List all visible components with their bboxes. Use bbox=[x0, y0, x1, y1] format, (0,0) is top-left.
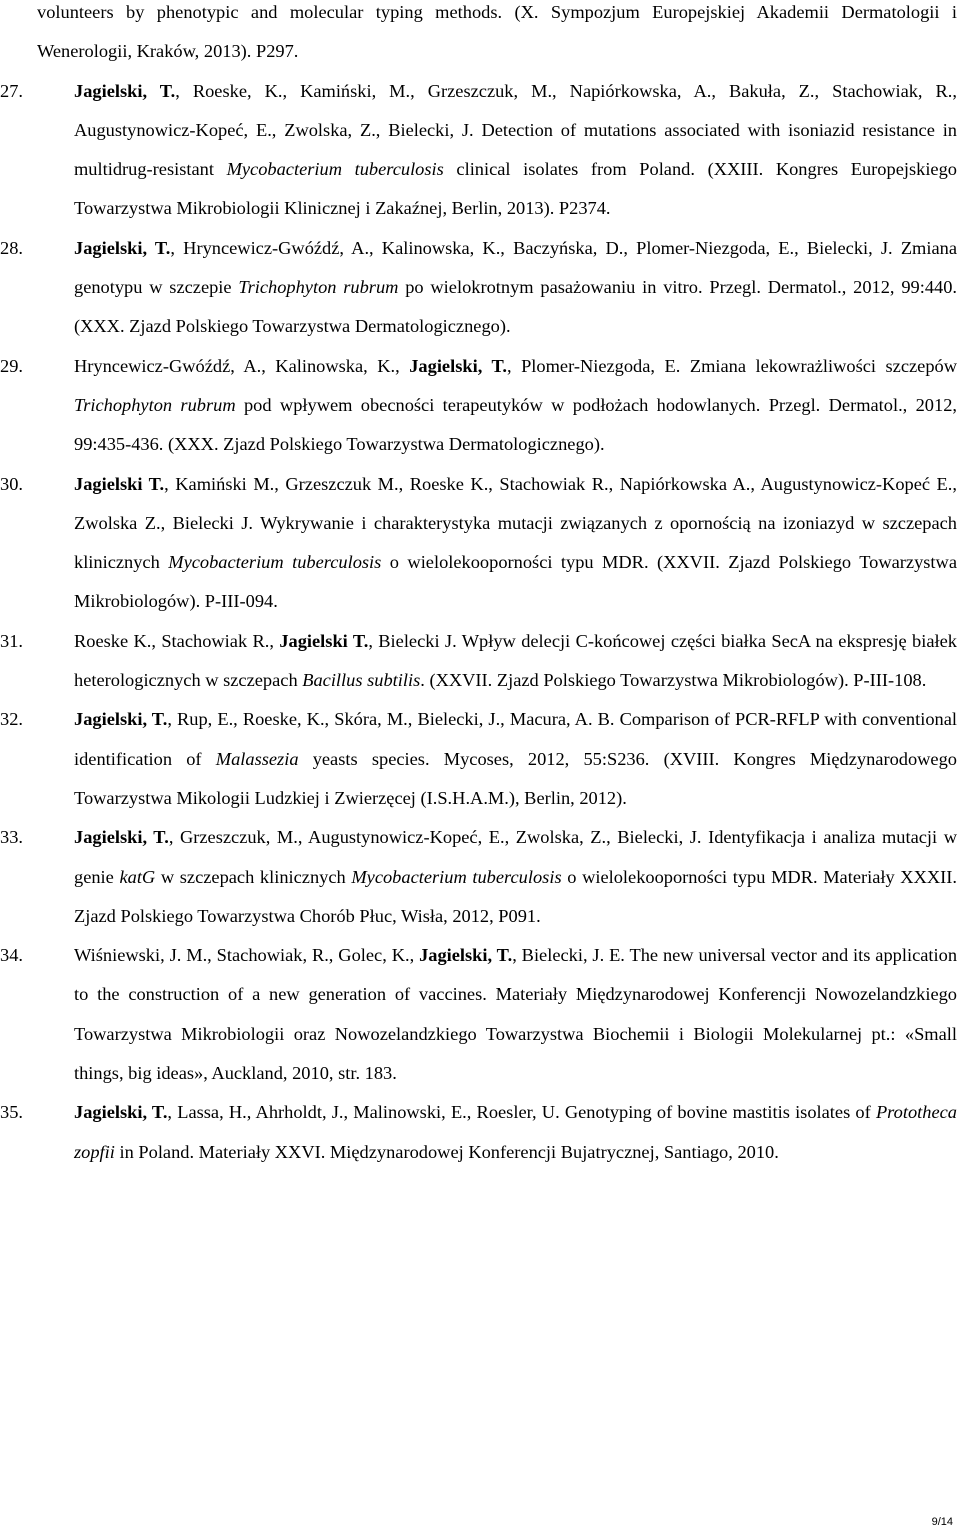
reference-segment: , Bielecki J. Wpływ delecji C-końcowej części białka SecA na ekspresję białek heterologicznych w szczepach bbox=[74, 630, 957, 691]
reference-segment: po wielokrotnym pasażowaniu in vitro. Przegl. Dermatol., 2012, 99:440. (XXX. Zjazd Polskiego Towarzystwa Dermatologicznego). bbox=[74, 277, 957, 337]
reference-item bbox=[0, 936, 958, 1093]
species-name: Mycobacterium tuberculosis bbox=[226, 159, 444, 180]
species-name: Trichophyton rubrum bbox=[238, 277, 399, 298]
continuation-text: volunteers by phenotypic and molecular typing methods. (X. Sympozjum Europejskiej Akademii Dermatologii i Wenerologii, Kraków, 2013). P297. bbox=[37, 2, 957, 62]
reference-text bbox=[74, 709, 957, 808]
species-name: Mycobacterium tuberculosis bbox=[168, 552, 382, 573]
reference-segment: o wielolekooporności typu MDR. Materiały XXXII. Zjazd Polskiego Towarzystwa Chorób Płuc, Wisła, 2012, P091. bbox=[74, 866, 957, 926]
reference-text bbox=[74, 474, 957, 612]
reference-segment: clinical isolates from Poland. (XXIII. Kongres Europejskiego Towarzystwa Mikrobiologii Klinicznej i Zakaźnej, Berlin, 2013). P2374. bbox=[74, 159, 957, 219]
reference-segment: , Kamiński M., Grzeszczuk M., Roeske K., Stachowiak R., Napiórkowska A., Augustynowicz-Kopeć E., Zwolska Z., Bielecki J. Wykrywanie i charakterystyka mutacji związanych z opornością na izoniazyd w szczepach klinicznych bbox=[74, 473, 957, 573]
author-highlight: Jagielski, T. bbox=[409, 355, 507, 376]
reference-segment: Roeske K., Stachowiak R., bbox=[74, 630, 280, 651]
reference-number: 27. bbox=[0, 80, 23, 101]
author-highlight: Jagielski, T. bbox=[74, 237, 171, 258]
reference-segment: , Bielecki, J. E. The new universal vector and its application to the construction of a new generation of vaccines. Materiały Międzynarodowej Konferencji Nowozelandzkiego Towarzystwa Mikrobiologii oraz Nowozelandzkiego Towarzystwa Biochemii i Biologii Molekularnej pt.: «Small things, big ideas», Auckland, 2010, str. 183. bbox=[74, 945, 958, 1084]
reference-segment: in Poland. Materiały XXVI. Międzynarodowej Konferencji Bujatrycznej, Santiago, 2010. bbox=[114, 1141, 779, 1162]
reference-number: 32. bbox=[0, 709, 23, 730]
reference-number: 34. bbox=[0, 945, 23, 966]
author-highlight: Jagielski, T. bbox=[74, 827, 169, 848]
reference-list bbox=[0, 72, 958, 1172]
author-highlight: Jagielski T. bbox=[74, 473, 165, 494]
reference-text bbox=[74, 945, 957, 1083]
reference-text bbox=[74, 1102, 957, 1161]
reference-segment: yeasts species. Mycoses, 2012, 55:S236. (XVIII. Kongres Międzynarodowego Towarzystwa Mikologii Ludzkiej i Zwierzęcej (I.S.H.A.M.), Berlin, 2012). bbox=[74, 748, 957, 808]
author-highlight: Jagielski T. bbox=[279, 630, 369, 651]
reference-item bbox=[0, 465, 957, 622]
reference-number: 30. bbox=[0, 473, 23, 494]
reference-item bbox=[0, 72, 957, 229]
reference-text bbox=[74, 238, 957, 337]
reference-text bbox=[74, 356, 957, 455]
species-name: katG bbox=[119, 866, 156, 887]
reference-segment: pod wpływem obecności terapeutyków w podłożach hodowlanych. Przegl. Dermatol., 2012, 99:435-436. (XXX. Zjazd Polskiego Towarzystwa Dermatologicznego). bbox=[74, 394, 957, 455]
reference-item bbox=[0, 1093, 957, 1172]
species-name: Bacillus subtilis bbox=[302, 670, 421, 691]
reference-segment: , Grzeszczuk, M., Augustynowicz-Kopeć, E., Zwolska, Z., Bielecki, J. Identyfikacja i analiza mutacji w genie bbox=[74, 827, 957, 887]
species-name: Mycobacterium tuberculosis bbox=[351, 866, 562, 887]
reference-segment: , Rup, E., Roeske, K., Skóra, M., Bielecki, J., Macura, A. B. Comparison of PCR-RFLP with conventional identification of bbox=[74, 709, 957, 769]
reference-segment: , Hryncewicz-Gwóźdź, A., Kalinowska, K., Baczyńska, D., Plomer-Niezgoda, E., Bielecki, J. Zmiana genotypu w szczepie bbox=[74, 237, 957, 298]
reference-number: 35. bbox=[0, 1102, 23, 1123]
page-number: 9/14 bbox=[931, 1516, 953, 1528]
reference-segment: , Roeske, K., Kamiński, M., Grzeszczuk, M., Napiórkowska, A., Bakuła, Z., Stachowiak, R., Augustynowicz-Kopeć, E., Zwolska, Z., Bielecki, J. Detection of mutations associated with isoniazid resistance in multidrug-resistant bbox=[74, 80, 957, 180]
author-highlight: Jagielski, T. bbox=[74, 709, 168, 730]
reference-number: 33. bbox=[0, 827, 23, 848]
reference-segment: . (XXVII. Zjazd Polskiego Towarzystwa Mikrobiologów). P-III-108. bbox=[420, 670, 927, 691]
reference-segment: Hryncewicz-Gwóźdź, A., Kalinowska, K., bbox=[74, 355, 410, 376]
reference-text bbox=[74, 81, 957, 219]
reference-segment: , Lassa, H., Ahrholdt, J., Malinowski, E., Roesler, U. Genotyping of bovine mastitis isolates of bbox=[167, 1102, 876, 1123]
reference-number: 28. bbox=[0, 237, 23, 258]
reference-segment: o wielolekooporności typu MDR. (XXVII. Zjazd Polskiego Towarzystwa Mikrobiologów). P-III-094. bbox=[74, 552, 957, 612]
reference-item bbox=[0, 347, 958, 465]
reference-item bbox=[0, 622, 957, 701]
reference-text bbox=[74, 827, 957, 926]
reference-number: 31. bbox=[0, 630, 23, 651]
species-name: Malassezia bbox=[215, 748, 299, 769]
reference-item bbox=[0, 818, 957, 936]
author-highlight: Jagielski, T. bbox=[74, 80, 176, 101]
reference-text bbox=[74, 631, 957, 690]
reference-segment: Wiśniewski, J. M., Stachowiak, R., Golec, K., bbox=[74, 945, 420, 966]
reference-segment: , Plomer-Niezgoda, E. Zmiana lekowrażliwości szczepów bbox=[506, 355, 958, 376]
species-name: Prototheca zopfii bbox=[74, 1102, 957, 1162]
reference-item bbox=[0, 700, 957, 818]
species-name: Trichophyton rubrum bbox=[74, 394, 236, 415]
reference-number: 29. bbox=[0, 355, 23, 376]
reference-segment: w szczepach klinicznych bbox=[155, 866, 352, 887]
author-highlight: Jagielski, T. bbox=[74, 1102, 168, 1123]
reference-item bbox=[0, 229, 957, 347]
author-highlight: Jagielski, T. bbox=[419, 945, 513, 966]
